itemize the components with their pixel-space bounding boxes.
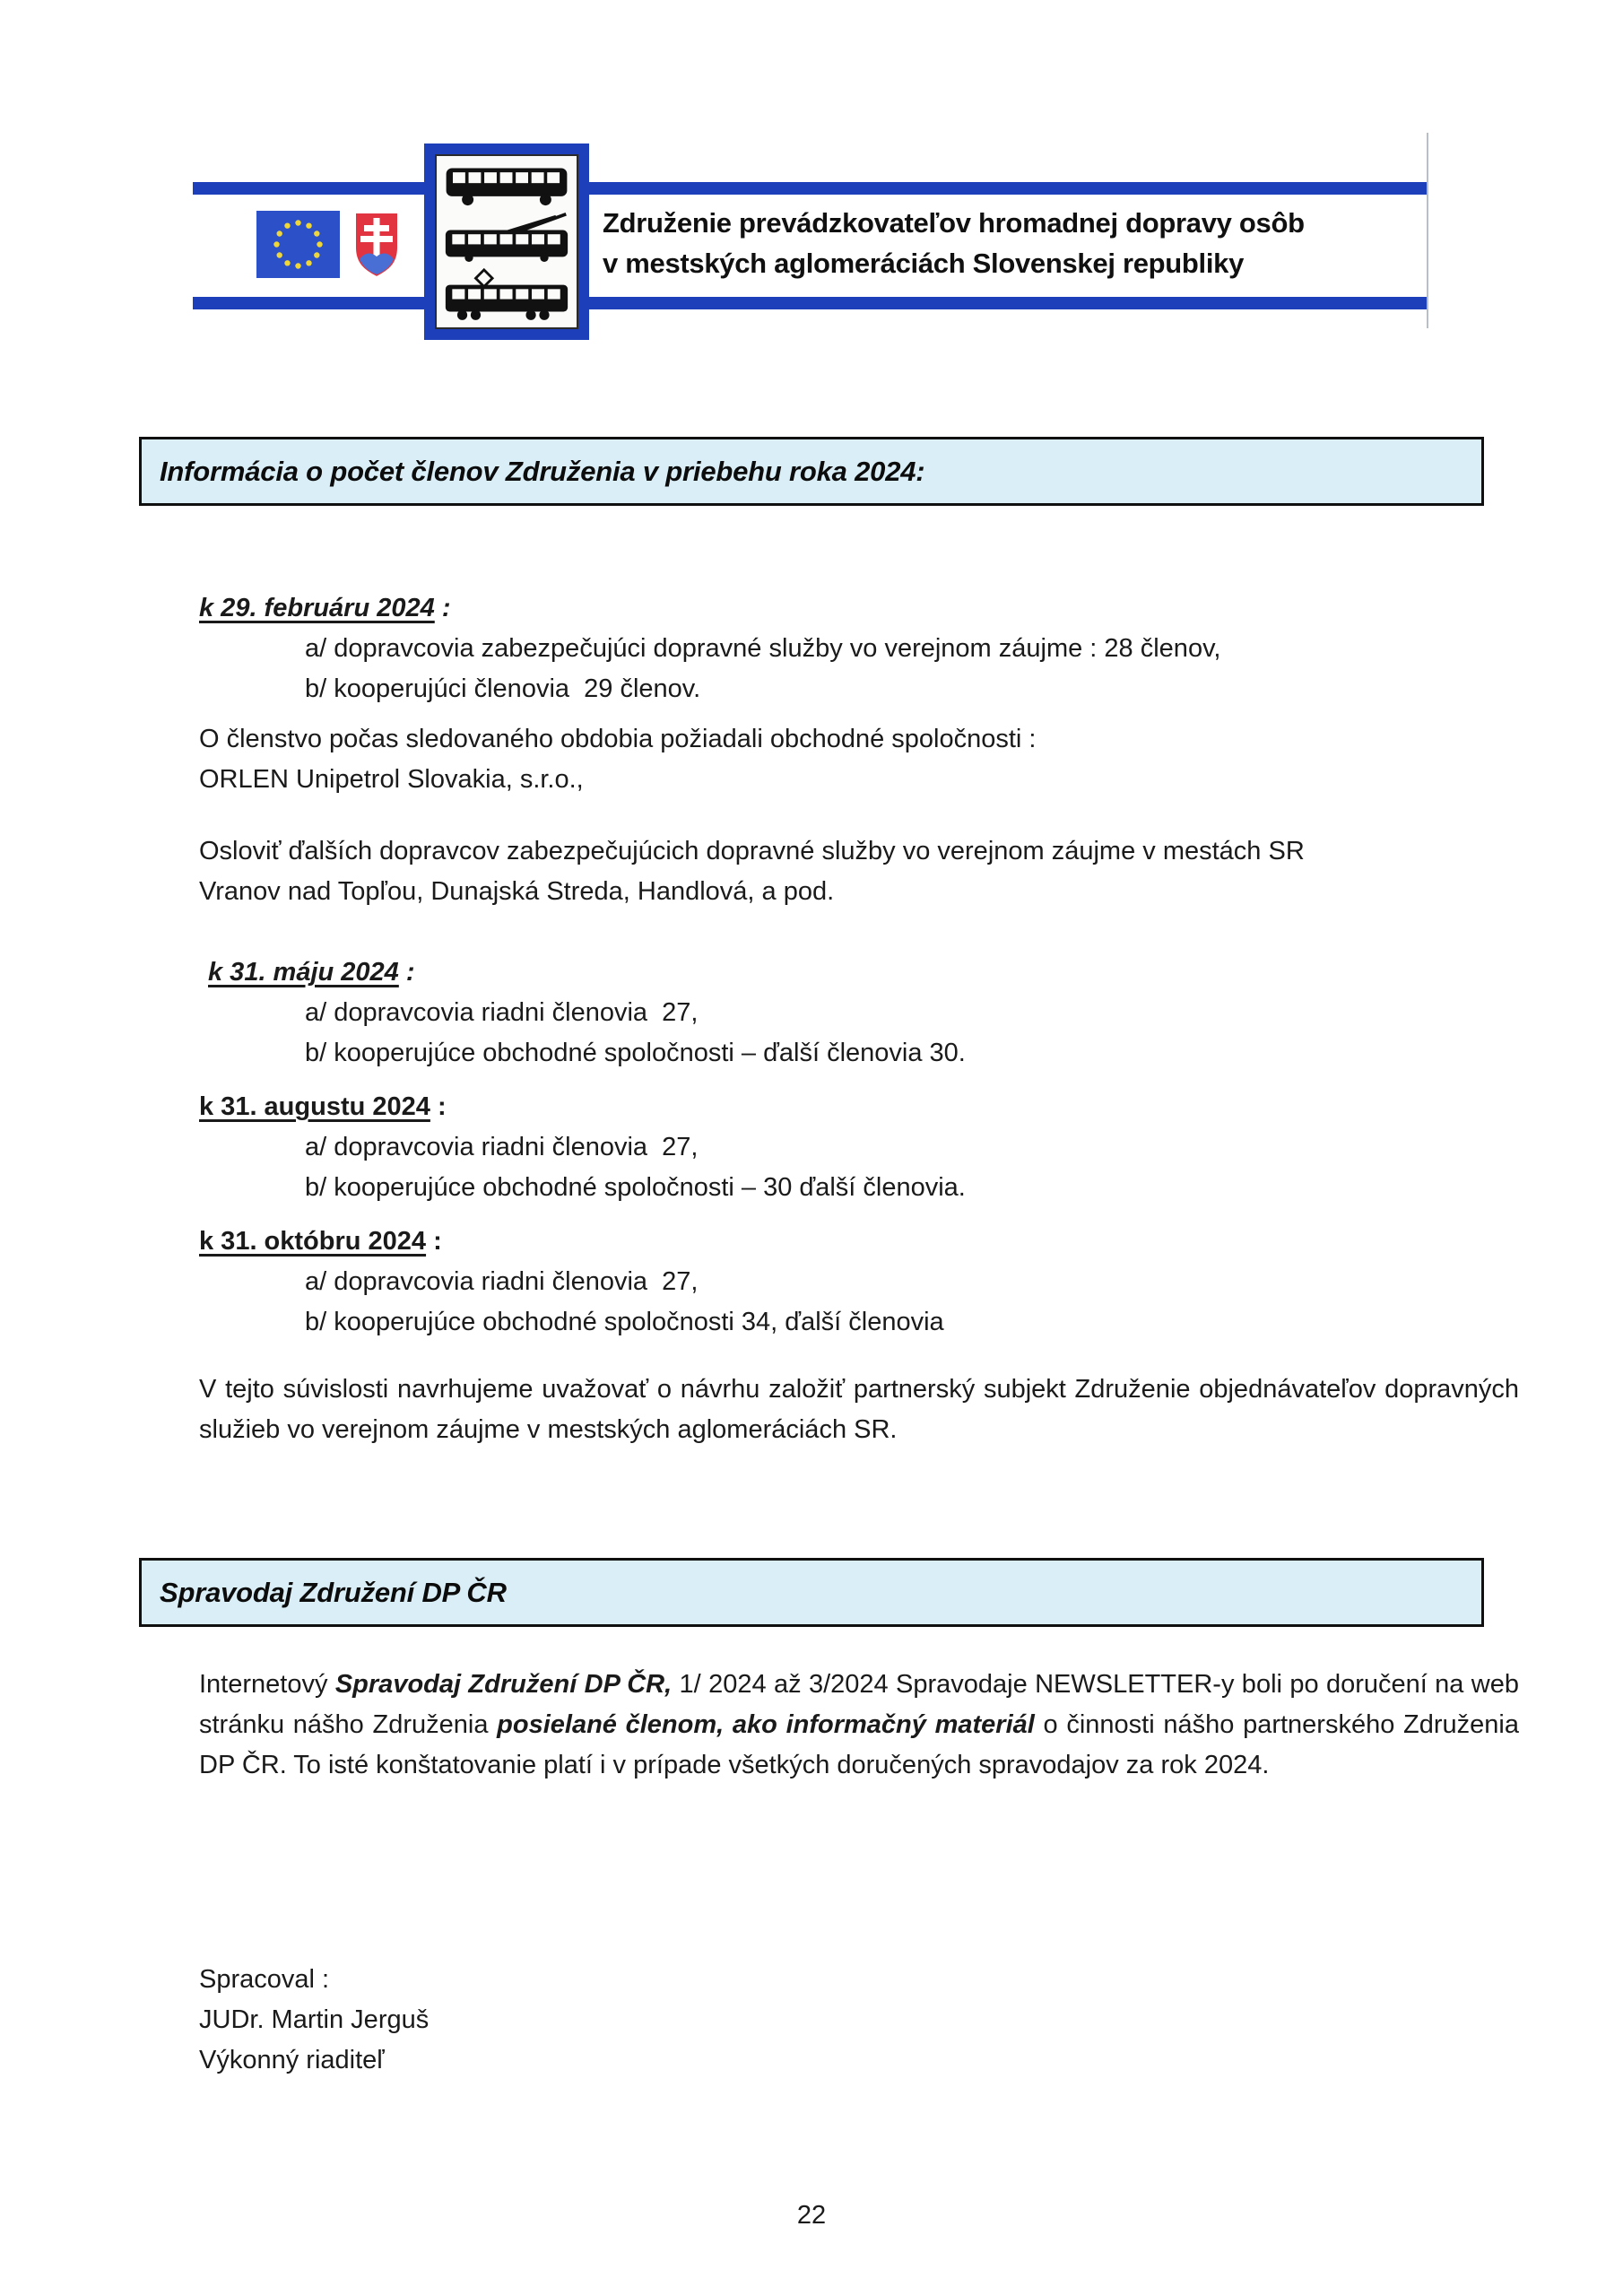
transit-vehicles-icon <box>424 144 589 340</box>
prepared-by-label: Spracoval : <box>199 1965 330 1994</box>
outreach-paragraph: Osloviť ďalších dopravcov zabezpečujúcich dopravné služby vo verejnom záujme v mestách SR Vranov nad Topľou, Dunajská Streda, Handlová, a pod. <box>199 837 1305 906</box>
conclusion-paragraph: V tejto súvislosti navrhujeme uvažovať o návrhu založiť partnerský subjekt Združenie objednávateľov dopravných služieb vo verejnom záujme v mestských aglomeráciách SR. <box>199 1375 1519 1444</box>
section-title-newsletter: Spravodaj Združení DP ČR <box>160 1576 507 1608</box>
milestone-item: b/ kooperujúce obchodné spoločnosti 34, ďalší členovia <box>305 1308 944 1336</box>
milestone-may: k 31. máju 2024 : a/ dopravcovia riadni členovia 27, b/ kooperujúce obchodné spoločnosti – ďalší členovia 30. <box>208 952 1535 1074</box>
section-heading-newsletter <box>139 1558 1484 1627</box>
milestone-item: b/ kooperujúce obchodné spoločnosti – ďalší členovia 30. <box>305 1039 966 1067</box>
newsletter-paragraph: Internetový Spravodaj Združení DP ČR, 1/ 2024 až 3/2024 Spravodaje NEWSLETTER-y boli po doručení na web stránku nášho Združenia posielané členom, ako informačný materiál o činnosti nášho partnerského Združenia DP ČR. To isté konštatovanie platí i v prípade všetkých doručených spravodajov za rok 2024. <box>199 1670 1519 1779</box>
signature-role: Výkonný riaditeľ <box>199 2046 385 2074</box>
milestone-october: k 31. októbru 2024 : a/ dopravcovia riadni členovia 27, b/ kooperujúce obchodné spoločnosti 34, ďalší členovia <box>199 1222 1526 1343</box>
milestone-date: k 29. februáru 2024 <box>199 594 435 622</box>
milestone-date: k 31. augustu 2024 <box>199 1092 430 1121</box>
header-band-bottom-stripe <box>193 297 1428 309</box>
milestone-item: b/ kooperujúci členovia 29 členov. <box>305 674 701 703</box>
milestone-item: a/ dopravcovia riadni členovia 27, <box>305 1267 699 1296</box>
eu-flag-icon <box>256 211 340 278</box>
milestone-date: k 31. októbru 2024 <box>199 1227 427 1256</box>
milestone-item: b/ kooperujúce obchodné spoločnosti – 30 ďalší členovia. <box>305 1173 966 1202</box>
milestone-item: a/ dopravcovia riadni členovia 27, <box>305 1133 699 1161</box>
milestone-february: k 29. februáru 2024 : a/ dopravcovia zabezpečujúci dopravné služby vo verejnom záujme : 28 členov, b/ kooperujúci členovia 29 členov. <box>199 588 1526 709</box>
milestone-date: k 31. máju 2024 <box>208 958 399 987</box>
tram-icon <box>444 266 569 320</box>
bus-icon <box>444 163 569 206</box>
section-heading-membership <box>139 437 1484 506</box>
org-name-line1: Združenie prevádzkovateľov hromadnej dopravy osôb <box>603 207 1305 239</box>
org-name <box>603 203 1428 283</box>
header-band-top-stripe <box>193 182 1428 195</box>
signature-block <box>199 1960 916 2081</box>
page-number: 22 <box>796 2201 827 2230</box>
signature-name: JUDr. Martin Jerguš <box>199 2005 430 2034</box>
milestone-august: k 31. augustu 2024 : a/ dopravcovia riadni členovia 27, b/ kooperujúce obchodné spoločnosti – 30 ďalší členovia. <box>199 1087 1526 1208</box>
milestone-item: a/ dopravcovia zabezpečujúci dopravné služby vo verejnom záujme : 28 členov, <box>305 634 1221 663</box>
org-name-line2: v mestských aglomeráciách Slovenskej republiky <box>603 248 1245 279</box>
slovak-coat-of-arms-icon <box>352 210 401 280</box>
milestone-item: a/ dopravcovia riadni členovia 27, <box>305 998 699 1027</box>
applications-paragraph: O členstvo počas sledovaného obdobia požiadali obchodné spoločnosti : ORLEN Unipetrol Slovakia, s.r.o., <box>199 725 1037 794</box>
section-title-membership: Informácia o počet členov Združenia v priebehu roka 2024: <box>160 455 925 487</box>
trolleybus-icon <box>444 212 569 262</box>
